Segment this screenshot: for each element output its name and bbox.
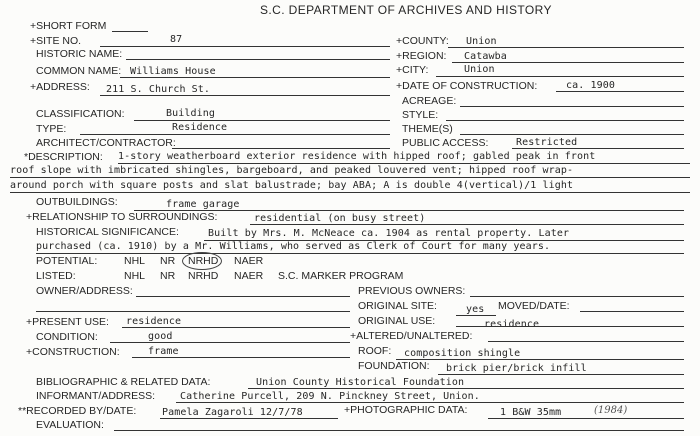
- address-label: +ADDRESS:: [30, 81, 90, 93]
- listed-opt-nr: NR: [160, 270, 176, 282]
- roof-label: ROOF:: [358, 345, 392, 357]
- potential-opt-naer: NAER: [234, 255, 264, 267]
- acreage-label: ACREAGE:: [402, 95, 457, 107]
- date-value: ca. 1900: [566, 80, 615, 91]
- common-name-label: COMMON NAME:: [36, 65, 122, 77]
- potential-label: POTENTIAL:: [36, 255, 98, 267]
- style-line: [446, 120, 684, 121]
- orig-use-line: [456, 326, 684, 327]
- city-label: +CITY:: [396, 64, 429, 76]
- roof-line: [396, 359, 684, 360]
- present-use-line: [122, 327, 350, 328]
- common-name-value: Williams House: [130, 66, 216, 77]
- present-use-label: +PRESENT USE:: [26, 316, 109, 328]
- roof-value: composition shingle: [404, 348, 521, 359]
- site-no-value: 87: [170, 34, 183, 45]
- altered-line: [488, 341, 684, 342]
- public-access-line: [512, 148, 684, 149]
- address-line: [100, 95, 390, 96]
- description-line-2: roof slope with imbricated shingles, bargeboard, and peaked louvered vent; hipped roof wrap-: [10, 165, 574, 176]
- prev-owners-line: [470, 296, 684, 297]
- present-use-value: residence: [126, 316, 182, 327]
- description-rule-3: [10, 192, 690, 193]
- historic-name-line: [126, 59, 390, 60]
- construction-line: [132, 357, 350, 358]
- short-form-label: +SHORT FORM: [30, 20, 107, 32]
- type-label: TYPE:: [36, 123, 67, 135]
- evaluation-label: EVALUATION:: [36, 419, 104, 431]
- photo-label: +PHOTOGRAPHIC DATA:: [344, 404, 468, 416]
- biblio-line: [248, 388, 684, 389]
- potential-opt-nrhd: NRHD: [188, 255, 219, 267]
- acreage-line: [460, 106, 684, 107]
- description-line-1: 1-story weatherboard exterior residence with hipped roof; gabled peak in front: [118, 151, 596, 162]
- public-access-value: Restricted: [516, 137, 578, 148]
- photo-year: (1984): [594, 405, 628, 416]
- potential-nrhd-circle: [182, 252, 222, 270]
- description-rule-2: [10, 177, 690, 178]
- orig-use-value: residence: [484, 319, 540, 330]
- significance-line-1: Built by Mrs. M. McNeace ca. 1904 as rental property. Later: [208, 228, 570, 239]
- site-no-label: +SITE NO.: [30, 35, 82, 47]
- foundation-value: brick pier/brick infill: [446, 363, 587, 374]
- construction-value: frame: [148, 346, 179, 357]
- architect-line: [172, 148, 390, 149]
- county-value: Union: [466, 36, 497, 47]
- region-line: [452, 62, 684, 63]
- type-line: [80, 134, 390, 135]
- informant-value: Catherine Purcell, 209 N. Pinckney Street, Union.: [180, 391, 480, 402]
- themes-label: THEME(S): [402, 123, 453, 135]
- common-name-line: [120, 77, 390, 78]
- themes-line: [460, 134, 684, 135]
- photo-value: 1 B&W 35mm: [500, 407, 562, 418]
- recorded-label: **RECORDED BY/DATE:: [18, 405, 137, 417]
- address-value: 211 S. Church St.: [106, 84, 211, 95]
- orig-site-value: yes: [466, 304, 485, 315]
- date-label: +DATE OF CONSTRUCTION:: [396, 80, 538, 92]
- owner-line-2: [36, 311, 350, 312]
- historic-name-label: HISTORIC NAME:: [36, 48, 123, 60]
- foundation-label: FOUNDATION:: [358, 360, 430, 372]
- classification-label: CLASSIFICATION:: [36, 108, 125, 120]
- informant-label: INFORMANT/ADDRESS:: [36, 390, 156, 402]
- description-label: *DESCRIPTION:: [24, 151, 103, 163]
- orig-site-line: [456, 315, 496, 316]
- construction-label: +CONSTRUCTION:: [26, 346, 120, 358]
- listed-opt-naer: NAER: [234, 270, 264, 282]
- classification-value: Building: [166, 108, 215, 119]
- recorded-line: [160, 418, 338, 419]
- orig-site-label: ORIGINAL SITE:: [358, 300, 437, 312]
- date-line: [556, 91, 684, 92]
- style-label: STYLE:: [402, 109, 439, 121]
- condition-label: CONDITION:: [36, 331, 98, 343]
- moved-line: [580, 311, 684, 312]
- type-value: Residence: [172, 122, 228, 133]
- foundation-line: [438, 374, 684, 375]
- significance-line-2: purchased (ca. 1910) by a Mr. Williams, who served as Clerk of Court for many years.: [36, 241, 551, 252]
- significance-rule-2: [36, 253, 684, 254]
- architect-label: ARCHITECT/CONTRACTOR:: [36, 137, 176, 149]
- county-label: +COUNTY:: [396, 35, 449, 47]
- photo-line: [488, 418, 684, 419]
- potential-opt-nr: NR: [160, 255, 176, 267]
- evaluation-line: [114, 430, 684, 431]
- relationship-label: +RELATIONSHIP TO SURROUNDINGS:: [26, 211, 218, 223]
- altered-label: +ALTERED/UNALTERED:: [350, 330, 473, 342]
- potential-opt-nhl: NHL: [124, 255, 146, 267]
- owner-label: OWNER/ADDRESS:: [36, 285, 133, 297]
- condition-value: good: [148, 331, 173, 342]
- description-line-3: around porch with square posts and slat balustrade; bay ABA; A is double 4(vertical)/1 light: [10, 180, 574, 191]
- short-form-line: [112, 31, 148, 32]
- city-value: Union: [464, 64, 495, 75]
- listed-opt-nhl: NHL: [124, 270, 146, 282]
- description-rule-1: [118, 163, 690, 164]
- relationship-line: [250, 224, 684, 225]
- orig-use-label: ORIGINAL USE:: [358, 315, 436, 327]
- condition-line: [110, 342, 350, 343]
- form-header: S.C. DEPARTMENT OF ARCHIVES AND HISTORY: [260, 3, 552, 17]
- moved-label: MOVED/DATE:: [498, 300, 570, 312]
- biblio-value: Union County Historical Foundation: [256, 377, 465, 388]
- site-no-line: [100, 46, 390, 47]
- outbuildings-value: frame garage: [166, 199, 240, 210]
- outbuildings-label: OUTBUILDINGS:: [36, 196, 118, 208]
- city-line: [436, 76, 684, 77]
- significance-label: HISTORICAL SIGNIFICANCE:: [36, 226, 179, 238]
- county-line: [448, 47, 684, 48]
- listed-label: LISTED:: [36, 270, 76, 282]
- informant-line: [176, 402, 684, 403]
- prev-owners-label: PREVIOUS OWNERS:: [358, 285, 466, 297]
- recorded-value: Pamela Zagaroli 12/7/78: [162, 407, 303, 418]
- region-value: Catawba: [464, 51, 507, 62]
- biblio-label: BIBLIOGRAPHIC & RELATED DATA:: [36, 376, 211, 388]
- listed-opt-nrhd: NRHD: [188, 270, 219, 282]
- relationship-value: residential (on busy street): [254, 213, 426, 224]
- classification-line: [134, 120, 390, 121]
- region-label: +REGION:: [396, 50, 447, 62]
- listed-opt-marker: S.C. MARKER PROGRAM: [278, 270, 404, 282]
- owner-line: [136, 296, 350, 297]
- public-access-label: PUBLIC ACCESS:: [402, 137, 489, 149]
